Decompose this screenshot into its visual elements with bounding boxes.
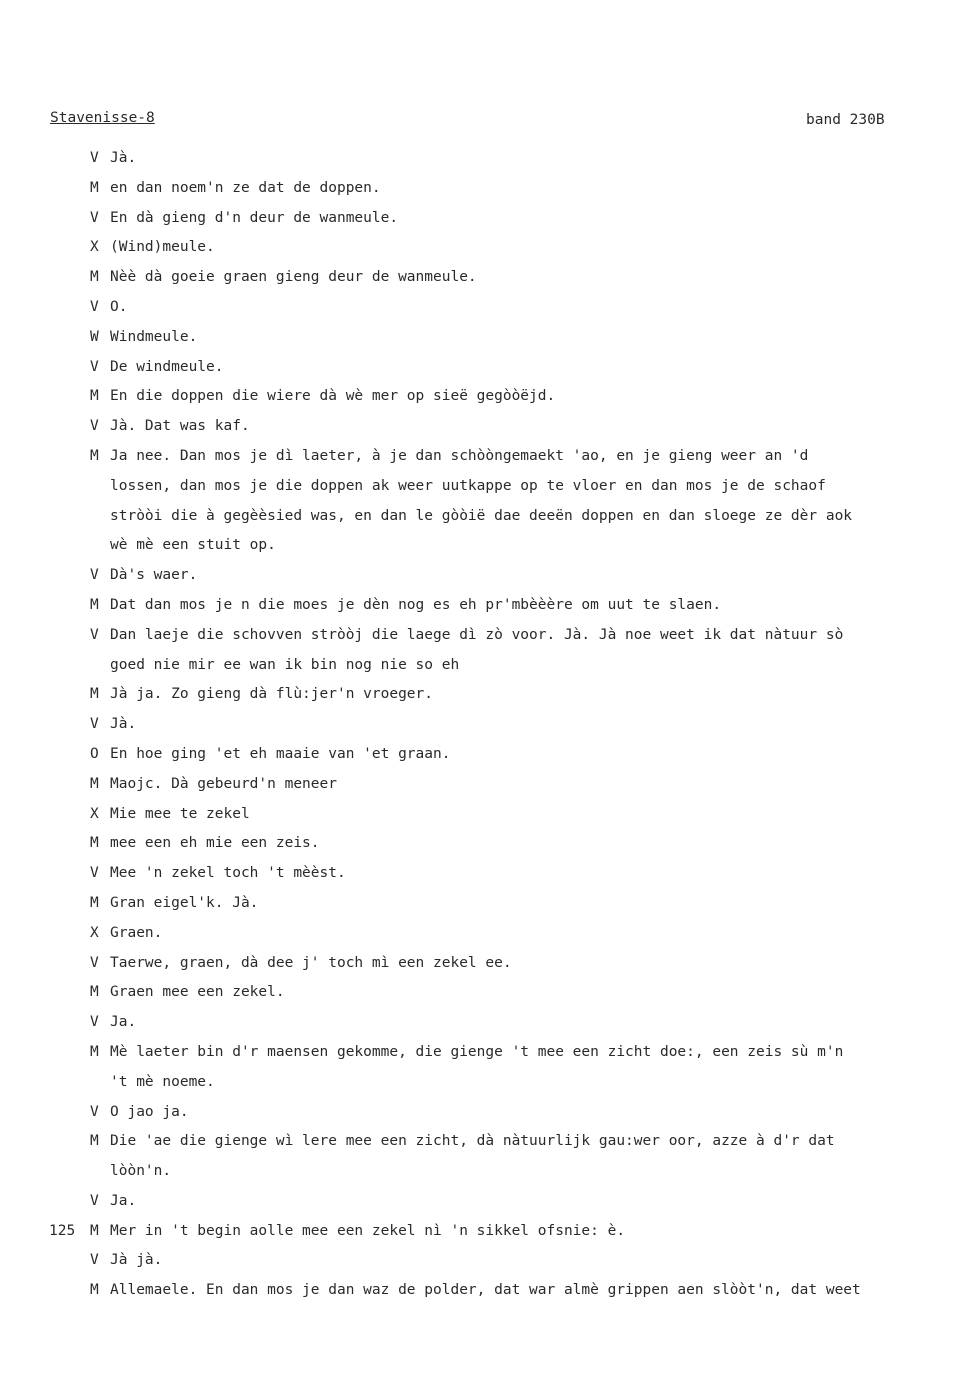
transcript-line xyxy=(0,180,979,210)
utterance-text: En die doppen die wiere dà wè mer op sieë gegòòëjd. xyxy=(110,388,556,405)
utterance-text: Ja nee. Dan mos je dì laeter, à je dan schòòngemaekt 'ao, en je gieng weer an 'd xyxy=(110,447,809,464)
transcript-line xyxy=(0,1074,979,1104)
speaker-label: M xyxy=(90,835,99,852)
speaker-label: M xyxy=(90,269,99,286)
speaker-label: W xyxy=(90,328,99,345)
speaker-label: V xyxy=(90,626,99,643)
transcript-line xyxy=(0,627,979,657)
utterance-text: Ja. xyxy=(110,1014,137,1031)
speaker-label: V xyxy=(90,1014,99,1031)
speaker-label: M xyxy=(90,179,99,196)
speaker-label: M xyxy=(90,686,99,703)
utterance-text: Dan laeje die schovven stròòj die laege dì zò voor. Jà. Jà noe weet ik dat nàtuur sò xyxy=(110,626,844,643)
speaker-label: X xyxy=(90,805,99,822)
utterance-text: lossen, dan mos je die doppen ak weer uutkappe op te vloer en dan mos je de schaof xyxy=(110,477,826,494)
speaker-label: M xyxy=(90,1282,99,1299)
speaker-label: V xyxy=(90,567,99,584)
transcript-line xyxy=(0,359,979,389)
speaker-label: M xyxy=(90,1222,99,1239)
transcript-line xyxy=(0,418,979,448)
transcript-line xyxy=(0,388,979,418)
transcript-line xyxy=(0,150,979,180)
utterance-text: stròòi die à gegèèsied was, en dan le gòòië dae deeën doppen en dan sloege ze dèr aok xyxy=(110,507,853,524)
utterance-text: wè mè een stuit op. xyxy=(110,537,276,554)
speaker-label: X xyxy=(90,239,99,256)
speaker-label: M xyxy=(90,984,99,1001)
transcript-line xyxy=(0,1163,979,1193)
transcript-line xyxy=(0,597,979,627)
utterance-text: Jà. Dat was kaf. xyxy=(110,418,250,435)
utterance-text: Taerwe, graen, dà dee j' toch mì een zekel ee. xyxy=(110,954,512,971)
utterance-text: Ja. xyxy=(110,1192,137,1209)
transcript-line xyxy=(0,657,979,687)
transcript-line xyxy=(0,210,979,240)
utterance-text: goed nie mir ee wan ik bin nog nie so eh xyxy=(110,656,460,673)
utterance-text: Windmeule. xyxy=(110,328,198,345)
utterance-text: Jà. xyxy=(110,150,137,166)
utterance-text: O. xyxy=(110,298,128,315)
speaker-label: V xyxy=(90,1252,99,1269)
speaker-label: O xyxy=(90,745,99,762)
utterance-text: Mie mee te zekel xyxy=(110,805,250,822)
utterance-text: Graen mee een zekel. xyxy=(110,984,285,1001)
transcript-line xyxy=(0,1014,979,1044)
utterance-text: Jà ja. Zo gieng dà flù:jer'n vroeger. xyxy=(110,686,434,703)
utterance-text: O jao ja. xyxy=(110,1103,189,1120)
utterance-text: Allemaele. En dan mos je dan waz de polder, dat war almè grippen aen slòòt'n, dat weet xyxy=(110,1282,861,1299)
speaker-label: V xyxy=(90,716,99,733)
transcript-line xyxy=(0,686,979,716)
transcript-line xyxy=(0,299,979,329)
transcript-line xyxy=(0,925,979,955)
transcript-line xyxy=(0,835,979,865)
utterance-text: Dà's waer. xyxy=(110,567,198,584)
transcript-line xyxy=(0,955,979,985)
speaker-label: M xyxy=(90,894,99,911)
transcript-line xyxy=(0,1223,979,1253)
utterance-text: Maojc. Dà gebeurd'n meneer xyxy=(110,775,337,792)
utterance-text: De windmeule. xyxy=(110,358,224,375)
transcript-line xyxy=(0,1252,979,1282)
transcript-line xyxy=(0,537,979,567)
transcript-line xyxy=(0,329,979,359)
speaker-label: V xyxy=(90,865,99,882)
utterance-text: Jà. xyxy=(110,716,137,733)
utterance-text: En dà gieng d'n deur de wanmeule. xyxy=(110,209,399,226)
document-title: Stavenisse-8 xyxy=(50,110,155,126)
utterance-text: Nèè dà goeie graen gieng deur de wanmeule. xyxy=(110,269,477,286)
utterance-text: Graen. xyxy=(110,924,163,941)
speaker-label: V xyxy=(90,418,99,435)
speaker-label: X xyxy=(90,924,99,941)
transcript-line xyxy=(0,776,979,806)
speaker-label: V xyxy=(90,358,99,375)
transcript-line xyxy=(0,1133,979,1163)
utterance-text: 't mè noeme. xyxy=(110,1073,215,1090)
transcript-line xyxy=(0,984,979,1014)
utterance-text: Mè laeter bin d'r maensen gekomme, die gienge 't mee een zicht doe:, een zeis sù m'n xyxy=(110,1043,844,1060)
transcript-line xyxy=(0,1104,979,1134)
transcript-line xyxy=(0,865,979,895)
transcript-lines xyxy=(0,150,979,1312)
utterance-text: lòòn'n. xyxy=(110,1163,172,1180)
utterance-text: mee een eh mie een zeis. xyxy=(110,835,320,852)
speaker-label: V xyxy=(90,209,99,226)
utterance-text: Mer in 't begin aolle mee een zekel nì 'n sikkel ofsnie: è. xyxy=(110,1222,626,1239)
speaker-label: M xyxy=(90,388,99,405)
utterance-text: en dan noem'n ze dat de doppen. xyxy=(110,179,381,196)
speaker-label: V xyxy=(90,1103,99,1120)
transcript-line xyxy=(0,448,979,478)
transcript-line xyxy=(0,1044,979,1074)
utterance-text: Dat dan mos je n die moes je dèn nog es eh pr'mbèèère om uut te slaen. xyxy=(110,596,722,613)
transcript-line xyxy=(0,508,979,538)
transcript-line xyxy=(0,1282,979,1312)
utterance-text: En hoe ging 'et eh maaie van 'et graan. xyxy=(110,745,451,762)
utterance-text: Mee 'n zekel toch 't mèèst. xyxy=(110,865,346,882)
transcript-line xyxy=(0,269,979,299)
speaker-label: V xyxy=(90,298,99,315)
speaker-label: M xyxy=(90,447,99,464)
speaker-label: M xyxy=(90,775,99,792)
transcript-line xyxy=(0,746,979,776)
speaker-label: V xyxy=(90,150,99,166)
speaker-label: V xyxy=(90,954,99,971)
utterance-text: Gran eigel'k. Jà. xyxy=(110,894,259,911)
transcript-line xyxy=(0,478,979,508)
speaker-label: V xyxy=(90,1192,99,1209)
utterance-text: Jà jà. xyxy=(110,1252,163,1269)
transcript-line xyxy=(0,567,979,597)
speaker-label: M xyxy=(90,1043,99,1060)
speaker-label: M xyxy=(90,596,99,613)
tape-label: band 230B xyxy=(806,112,885,128)
transcript-line xyxy=(0,806,979,836)
transcript-line xyxy=(0,1193,979,1223)
transcript-line xyxy=(0,895,979,925)
transcript-line xyxy=(0,716,979,746)
line-number: 125 xyxy=(49,1222,76,1239)
speaker-label: M xyxy=(90,1133,99,1150)
utterance-text: (Wind)meule. xyxy=(110,239,215,256)
transcript-line xyxy=(0,239,979,269)
utterance-text: Die 'ae die gienge wì lere mee een zicht, dà nàtuurlijk gau:wer oor, azze à d'r dat xyxy=(110,1133,835,1150)
